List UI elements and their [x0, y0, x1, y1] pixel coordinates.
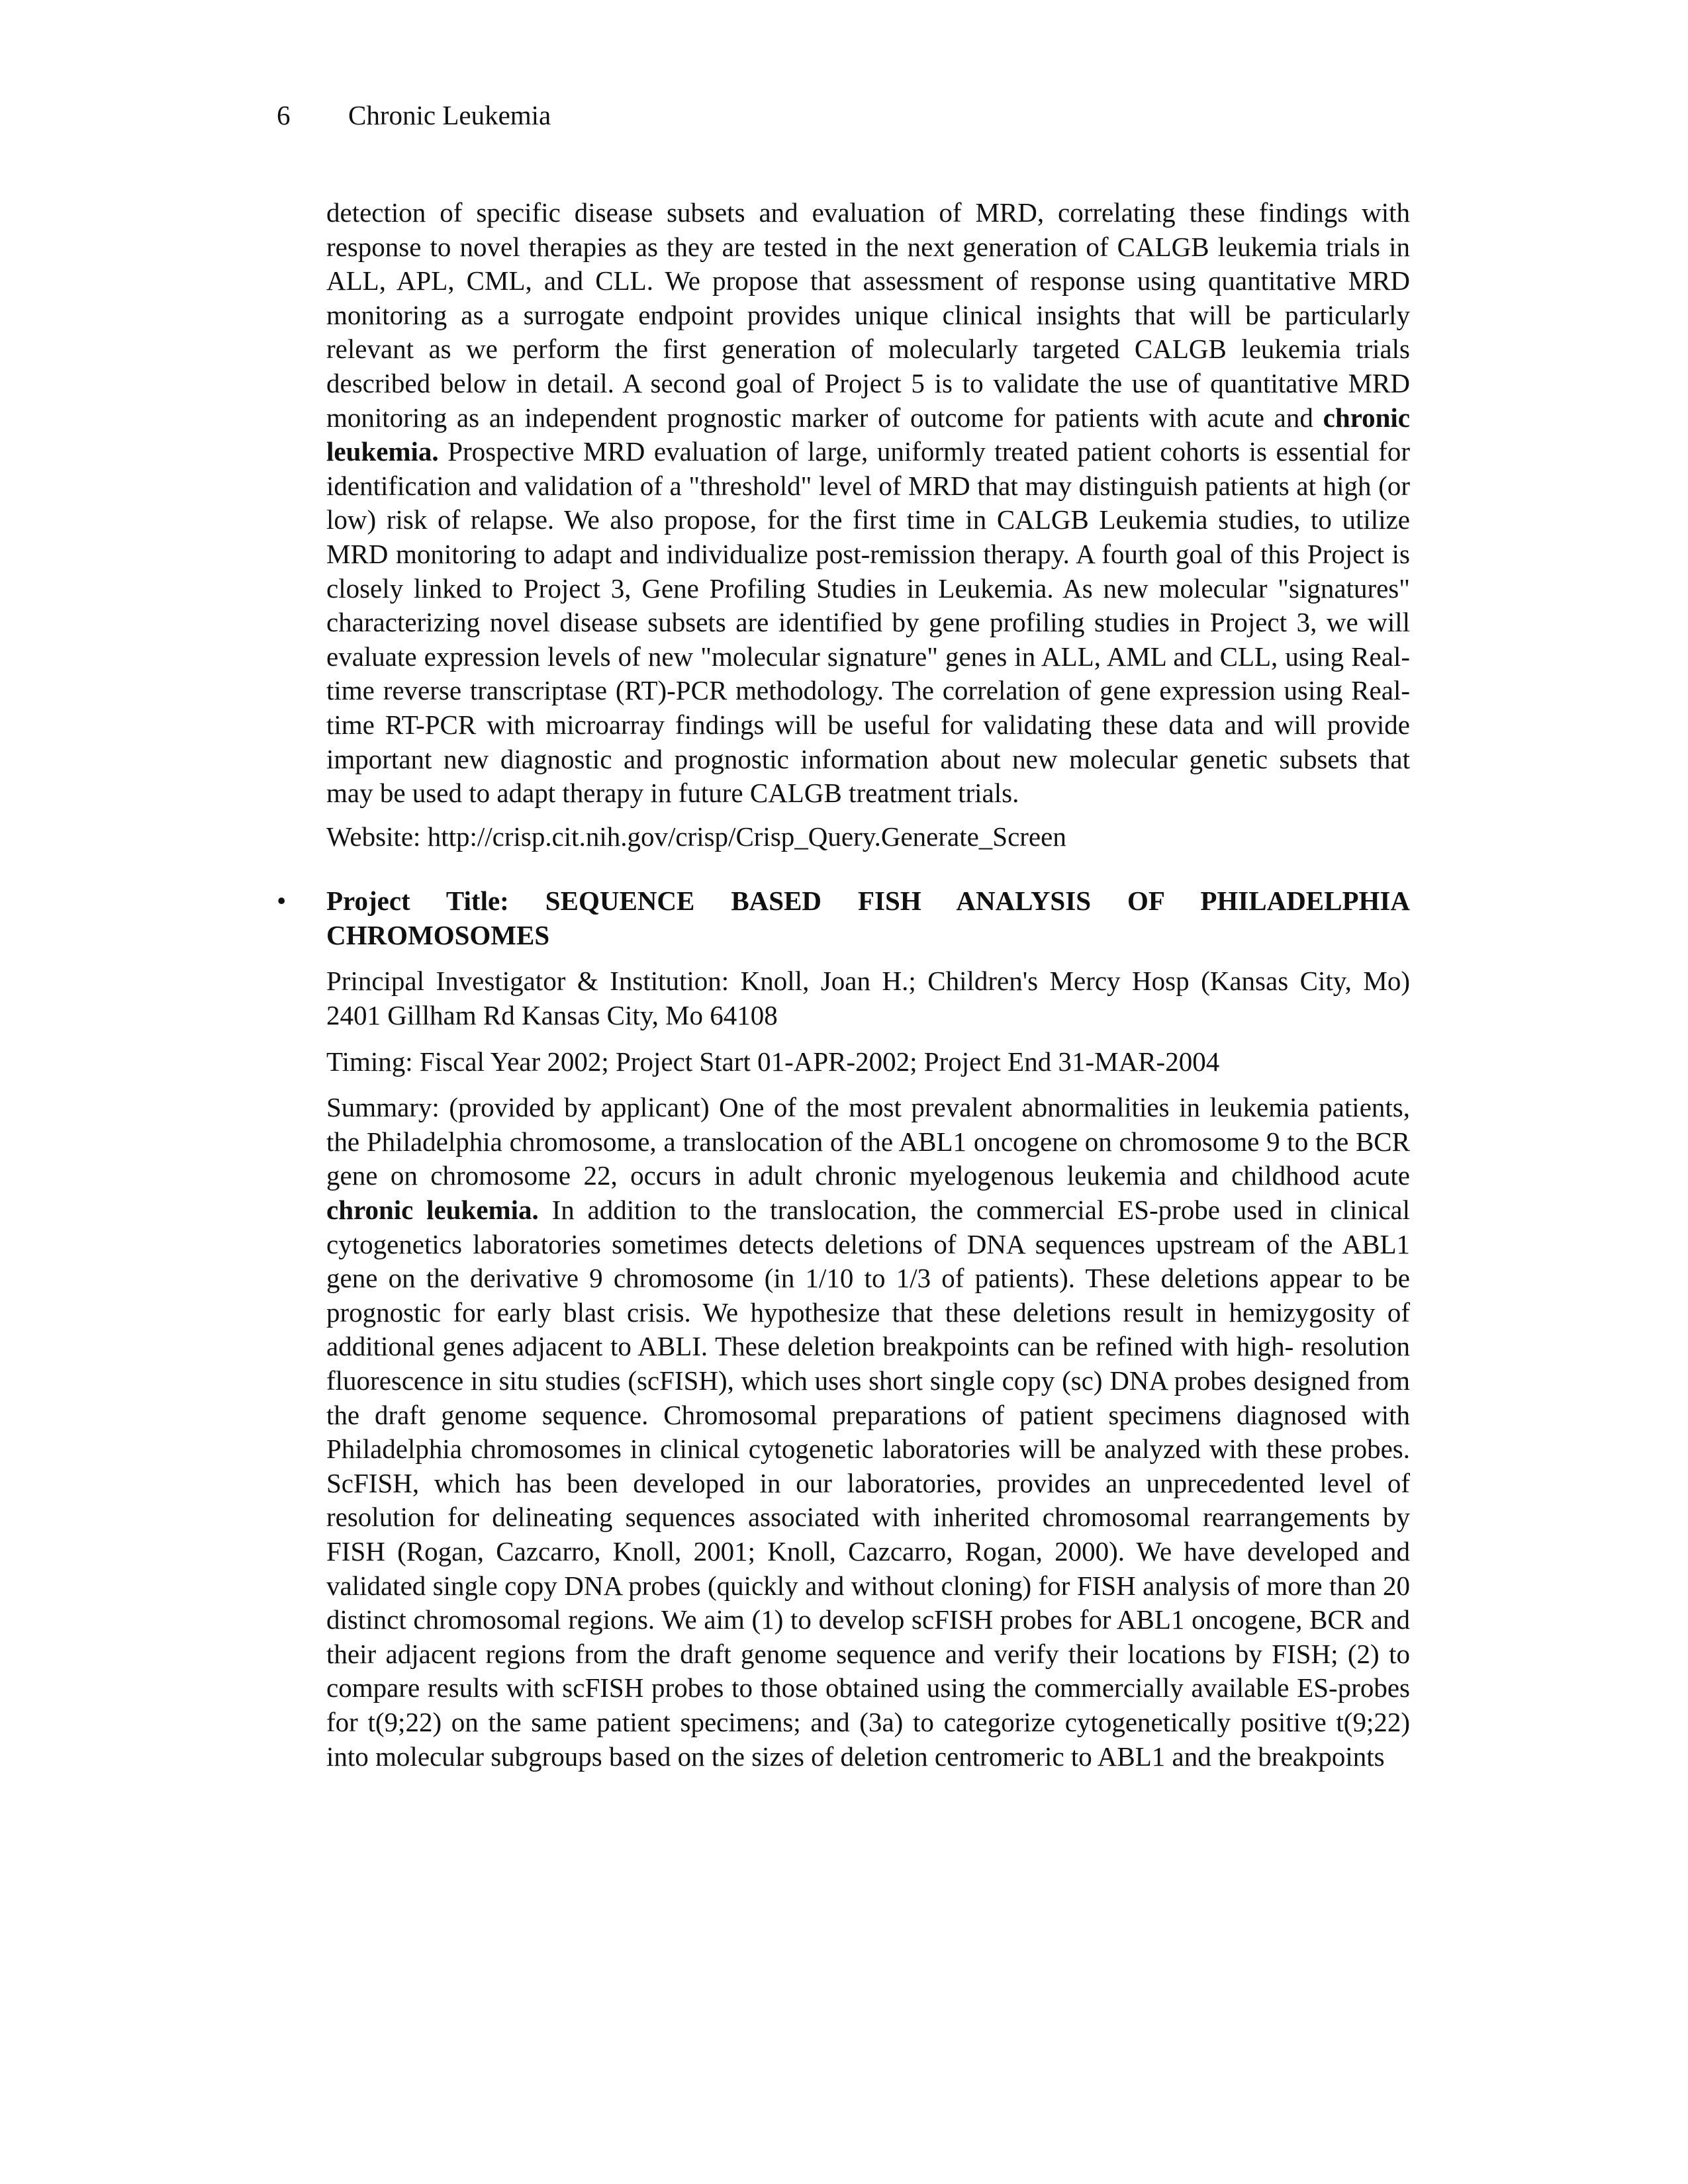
summary-highlight: chronic leukemia.	[326, 1195, 539, 1226]
project-title: Project Title: SEQUENCE BASED FISH ANALYSIS OF PHILADELPHIA CHROMOSOMES	[326, 886, 1410, 950]
website-line: Website: http://crisp.cit.nih.gov/crisp/Crisp_Query.Generate_Screen	[326, 821, 1066, 852]
running-title: Chronic Leukemia	[348, 100, 551, 130]
page-number: 6	[277, 100, 291, 130]
intro-paragraph	[326, 196, 1410, 811]
summary-part1: Summary: (provided by applicant) One of the most prevalent abnormalities in leukemia patients, the Philadelphia chromosome, a translocation of the ABL1 oncogene on chromosome 9 to the BCR gene on chromosome 22, occurs in adult chronic myelogenous leukemia and childhood acute	[326, 1092, 1410, 1191]
intro-highlight: chronic leukemia.	[326, 402, 1410, 467]
intro-text-part1: detection of specific disease subsets and evaluation of MRD, correlating these findings with response to novel therapies as they are tested in the next generation of CALGB leukemia trials in ALL, APL, CML, and CLL. We propose that assessment of response using quantitative MRD monitoring as a surrogate endpoint provides unique clinical insights that will be particularly relevant as we perform the first generation of molecularly targeted CALGB leukemia trials described below in detail. A second goal of Project 5 is to validate the use of quantitative MRD monitoring as an independent prognostic marker of outcome for patients with acute and	[326, 197, 1410, 433]
summary-part2: In addition to the translocation, the commercial ES-probe used in clinical cytogenetics laboratories sometimes detects deletions of DNA sequences upstream of the ABL1 gene on the derivative 9 chromosome (in 1/10 to 1/3 of patients). These deletions appear to be prognostic for early blast crisis. We hypothesize that these deletions result in hemizygosity of additional genes adjacent to ABLI. These deletion breakpoints can be refined with high- resolution fluorescence in situ studies (scFISH), which uses short single copy (sc) DNA probes designed from the draft genome sequence. Chromosomal preparations of patient specimens diagnosed with Philadelphia chromosomes in clinical cytogenetic laboratories will be analyzed with these probes. ScFISH, which has been developed in our laboratories, provides an unprecedented level of resolution for delineating sequences associated with inherited chromosomal rearrangements by FISH (Rogan, Cazcarro, Knoll, 2001; Knoll, Cazcarro, Rogan, 2000). We have developed and validated single copy DNA probes (quickly and without cloning) for FISH analysis of more than 20 distinct chromosomal regions. We aim (1) to develop scFISH probes for ABL1 oncogene, BCR and their adjacent regions from the draft genome sequence and verify their locations by FISH; (2) to compare results with scFISH probes to those obtained using the commercially available ES-probes for t(9;22) on the same patient specimens; and (3a) to categorize cytogenetically positive t(9;22) into molecular subgroups based on the sizes of deletion centromeric to ABL1 and the breakpoints	[326, 1195, 1410, 1772]
bullet-icon: •	[277, 886, 287, 917]
page-header	[277, 98, 551, 132]
project-summary	[326, 1091, 1410, 1774]
project-entry	[277, 884, 1410, 1774]
project-timing: Timing: Fiscal Year 2002; Project Start 01-APR-2002; Project End 31-MAR-2004	[326, 1046, 1220, 1077]
intro-text-part2: Prospective MRD evaluation of large, uniformly treated patient cohorts is essential for identification and validation of a "threshold" level of MRD that may distinguish patients at high (or low) risk of relapse. We also propose, for the first time in CALGB Leukemia studies, to utilize MRD monitoring to adapt and individualize post-remission therapy. A fourth goal of this Project is closely linked to Project 3, Gene Profiling Studies in Leukemia. As new molecular "signatures" characterizing novel disease subsets are identified by gene profiling studies in Project 3, we will evaluate expression levels of new "molecular signature" genes in ALL, AML and CLL, using Real-time reverse transcriptase (RT)-PCR methodology. The correlation of gene expression using Real-time RT-PCR with microarray findings will be useful for validating these data and will provide important new diagnostic and prognostic information about new molecular genetic subsets that may be used to adapt therapy in future CALGB treatment trials.	[326, 436, 1410, 809]
page-content	[277, 196, 1410, 1774]
principal-investigator: Principal Investigator & Institution: Knoll, Joan H.; Children's Mercy Hosp (Kansas City, Mo) 2401 Gillham Rd Kansas City, Mo 64108	[326, 966, 1410, 1031]
